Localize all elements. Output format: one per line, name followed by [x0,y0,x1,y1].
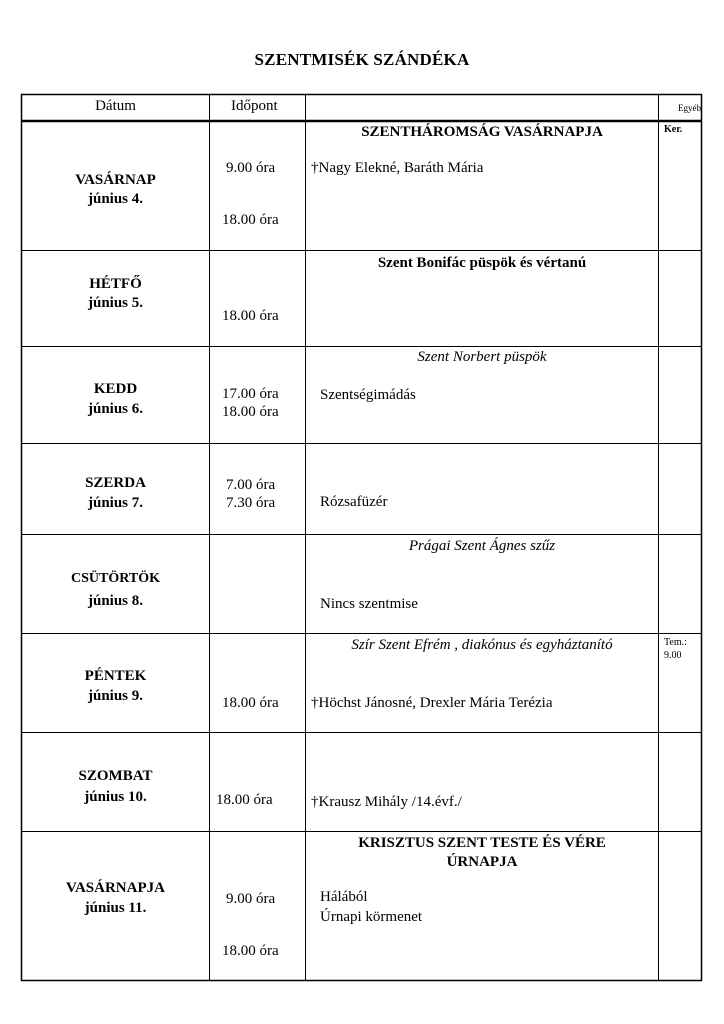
row-date: június 7. [87,495,144,511]
row-other: Tem.: 9.00 [664,637,687,661]
row-time: 18.00 óra [222,404,279,420]
row-intention: †Nagy Elekné, Baráth Mária [311,160,484,176]
row-feast: SZENTHÁROMSÁG VASÁRNAPJA [361,124,603,140]
row-date: június 10. [84,789,147,805]
row-day: PÉNTEK [84,668,147,684]
row-intention: Rózsafüzér [320,494,388,510]
header-date: Dátum [95,98,136,114]
row-day: KEDD [93,381,138,397]
row-date: június 11. [84,900,147,916]
row-intention: Szentségimádás [320,387,416,403]
row-time: 7.00 óra [226,477,276,493]
row-intention: Nincs szentmise [320,596,418,612]
row-day: SZOMBAT [78,768,153,784]
row-feast: Szír Szent Efrém , diakónus és egyháztanító [351,637,613,653]
row-day: VASÁRNAP [75,172,156,188]
row-day: CSÜTÖRTÖK [71,571,160,586]
row-feast: ÚRNAPJA [446,854,518,870]
row-day: VASÁRNAPJA [66,880,165,896]
header-other: Egyéb [678,103,701,113]
row-date: június 9. [87,688,144,704]
row-time: 18.00 óra [216,792,273,808]
header-time: Időpont [231,98,278,114]
row-time: 18.00 óra [222,212,279,228]
row-feast: Szent Norbert püspök [417,349,547,365]
row-day: SZERDA [85,475,146,491]
row-date: június 5. [87,295,144,311]
row-date: június 4. [87,191,144,207]
row-time: 9.00 óra [226,160,276,176]
row-time: 18.00 óra [222,308,279,324]
row-time: 18.00 óra [222,943,279,959]
row-intention: Hálából [320,889,368,905]
row-intention: †Krausz Mihály /14.évf./ [311,794,462,810]
row-date: június 8. [87,593,144,609]
page-title: SZENTMISÉK SZÁNDÉKA [254,50,470,69]
row-feast: KRISZTUS SZENT TESTE ÉS VÉRE [358,835,606,851]
row-date: június 6. [87,401,144,417]
row-time: 18.00 óra [222,695,279,711]
row-time: 17.00 óra [222,386,279,402]
row-feast: Szent Bonifác püspök és vértanú [377,255,587,271]
row-other: Ker. [664,124,683,135]
row-time: 7.30 óra [226,495,276,511]
row-intention: †Höchst Jánosné, Drexler Mária Terézia [311,695,553,711]
row-time: 9.00 óra [226,891,276,907]
row-feast: Prágai Szent Ágnes szűz [408,538,556,554]
row-day: HÉTFŐ [89,276,142,292]
row-intention: Úrnapi körmenet [320,909,423,925]
